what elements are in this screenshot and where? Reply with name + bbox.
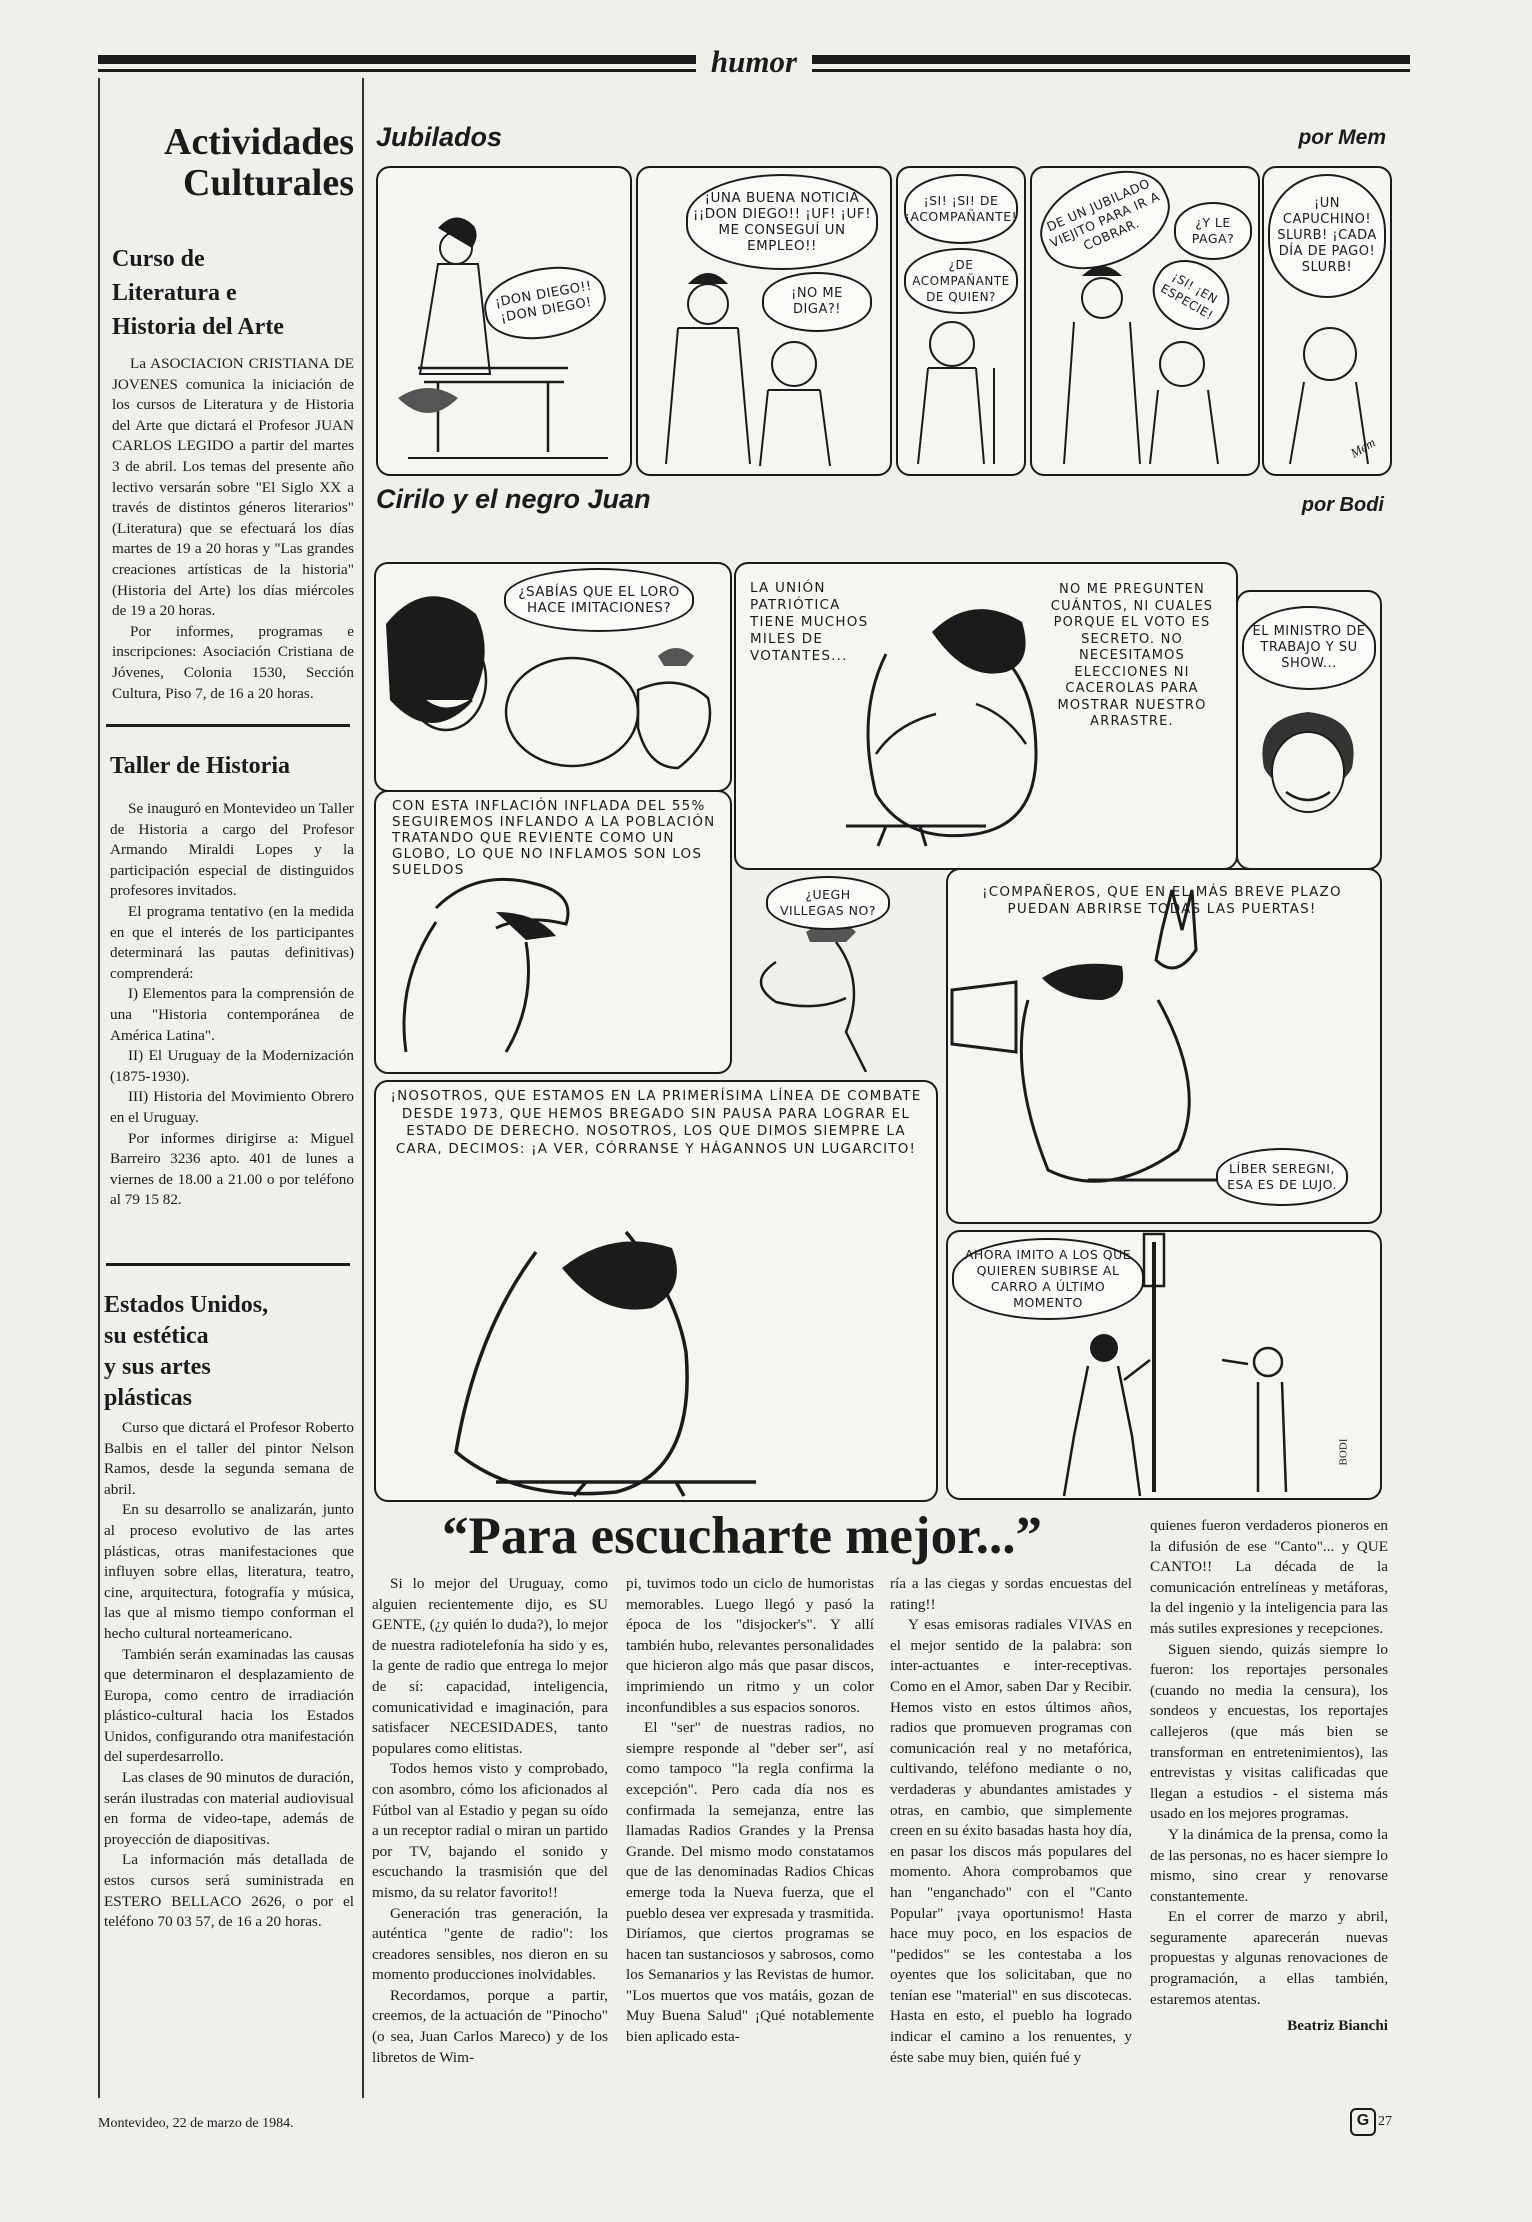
balloon: DE UN JUBILADO VIEJITO PARA IR A COBRAR. [1030, 166, 1184, 287]
caption: ¡COMPAÑEROS, QUE EN EL MÁS BREVE PLAZO PUEDAN ABRIRSE TODAS LAS PUERTAS! [982, 884, 1342, 917]
balloon: EL MINISTRO DE TRABAJO Y SU SHOW... [1242, 606, 1376, 690]
caption: NO ME PREGUNTEN CUÁNTOS, NI CUALES PORQUE EL VOTO ES SECRETO. NO NECESITAMOS ELECCIONES NI CACEROLAS PARA MOSTRAR NUESTRO ARRASTRE. [1050, 582, 1214, 729]
caption: ¡NOSOTROS, QUE ESTAMOS EN LA PRIMERÍSIMA LÍNEA DE COMBATE DESDE 1973, QUE HEMOS BREGADO SIN PAUSA PARA LOGRAR EL ESTADO DE DERECHO. NOSOTROS, LOS QUE DIMOS SIEMPRE LA CARA, DECIMOS: ¡A VER, CÓRRANSE Y HÁGANNOS UN LUGARCITO! [390, 1088, 922, 1157]
article-column-4: quienes fueron verdaderos pioneros en la difusión de ese "Canto"... y QUE CANTO!! La década de la comunicación entrelíneas y metáforas, la del ingenio y la inteligencia para las más sutiles expresiones y recepciones. Siguen siendo, quizás siempre lo fueron: los reportajes personales (cuando no media la censura), los sondeos y encuestas, los reportajes callejeros (que más bien se transforman en entretenimientos), las entrevistas y visitas calificadas que llegan a estudios - el sistema más usado en los mejores programas. Y la dinámica de la prensa, como la de las personas, no es hacer siempre lo mismo, sino crear y renovarse constantemente. En el correr de marzo y abril, seguramente aparecerán nuevas propuestas y algunas renovaciones de programación, a ellas también, estaremos atentas. Beatriz Bianchi [1150, 1516, 1388, 2037]
strip2-panel-4 [374, 790, 732, 1074]
divider [106, 724, 350, 727]
balloon: ¡SI! ¡EN ESPECIE! [1141, 247, 1242, 343]
item-body: Se inauguró en Montevideo un Taller de Historia a cargo del Profesor Armando Miraldi Lopes y la participación especial de distinguidos profesores invitados. El programa tentativo (en la medida en que el interés de los participantes determinará las pautas definitivas) comprenderá: I) Elementos para la comprensión de una "Historia contemporánea de América Latina". II) El Uruguay de la Modernización (1875-1930). III) Historia del Movimiento Obrero en el Uruguay. Por informes dirigirse a: Miguel Barreiro 3236 apto. 401 de lunes a viernes de 18.00 a 21.00 o por teléfono al 79 15 82. [110, 800, 354, 1209]
title-line-1: Actividades [164, 121, 354, 163]
divider [106, 1263, 350, 1266]
balloon: LÍBER SEREGNI, ESA ES DE LUJO. [1216, 1148, 1348, 1206]
footer-place-date: Montevideo, 22 de marzo de 1984. [98, 2116, 294, 2131]
item-body: Curso que dictará el Profesor Roberto Balbis en el taller del pintor Nelson Ramos, desde la segunda semana de abril. En su desarrollo se analizarán, junto al proceso evolutivo de las artes plásticas, otras manifestaciones que influyen sobre ellas, literatura, teatro, cine, arquitectura, fotografía y música, las que al mismo tiempo conforman el hecho cultural norteamericano. También serán examinadas las causas que determinaron el desplazamiento de Europa, como centro de irradiación plástico-cultural hacia los Estados Unidos, configurando otra manifestación del superdesarrollo. Las clases de 90 minutos de duración, serán ilustradas con material audiovisual en forma de video-tape, además de proyección de diapositivas. La información más detallada de estos cursos será suministrada en ESTERO BELLACO 2626, o por el teléfono 70 03 57, de 16 a 20 horas. [104, 1418, 354, 1931]
footer-page-number: 27 [1378, 2114, 1392, 2129]
strip1-panel-3 [896, 166, 1026, 476]
title-line-2: Culturales [183, 162, 354, 204]
strip2-panel-7 [374, 1080, 938, 1502]
balloon: ¡NO ME DIGA?! [762, 272, 872, 332]
column-divider [362, 78, 364, 2098]
strip2-panel-6 [946, 868, 1382, 1224]
article-column-3: ría a las ciegas y sordas encuestas del rating!! Y esas emisoras radiales VIVAS en el mejor sentido de la palabra: son inter-actuantes e inter-receptivas. Como en el Amor, saben Dar y Recibir. Hemos visto en estos últimos años, radios que promueven programas con comunicación real y no metafórica, cultivando, teléfono mediante o no, verdaderas y abundantes amistades y otras, en cambio, que simplemente creen en su éxito basadas hasta hoy día, en pasar los discos más populares del momento. Ahora comprobamos que han "enganchado" con el "Canto Popular" ¡vaya oportunismo! Hasta hace muy poco, en los espacios de "pedidos" se les contestaba a los oyentes que los solicitaban, que no tenían ese "material" en sus discotecas. Hasta en esto, el pueblo ha logrado indicar el camino a los renuentes, y éste sabe muy bien, quién fué y [890, 1575, 1132, 2066]
item-literatura [112, 242, 354, 704]
item-body: La ASOCIACION CRISTIANA DE JOVENES comunica la iniciación de los cursos de Literatura y de Historia del Arte que dictará el Profesor JUAN CARLOS LEGIDO a partir del martes 3 de abril. Los temas del presente año lectivo versarán sobre "El Siglo XX a través de distintos géneros literarios" (Literatura) que se efectuará los días martes de 19 a 20 horas y "Las grandes creaciones artísticas de la historia" (Historia del Arte) los días miércoles de 19 a 20 horas. Por informes, programas e inscripciones: Asociación Cristiana de Jóvenes, Colonia 1530, Sección Cultura, Piso 7, de 16 a 20 horas. [112, 355, 354, 702]
signature: Mem [1347, 434, 1378, 461]
balloon: ¿UEGH VILLEGAS NO? [766, 876, 890, 930]
strip2-author: por Bodi [1301, 494, 1384, 516]
balloon: ¡SI! ¡SI! DE ¡ACOMPAÑANTE! [904, 174, 1018, 244]
strip1-title: Jubilados [376, 122, 503, 152]
caption: CON ESTA INFLACIÓN INFLADA DEL 55% SEGUIREMOS INFLANDO A LA POBLACIÓN TRATANDO QUE REVIENTE COMO UN GLOBO, LO QUE NO INFLAMOS SON LOS SUELDOS [392, 798, 716, 878]
strip2-panel-3 [1236, 590, 1382, 870]
balloon: ¿SABÍAS QUE EL LORO HACE IMITACIONES? [504, 568, 694, 632]
article-column-2: pi, tuvimos todo un ciclo de humoristas memorables. Luego llegó y pasó la época de los "disjocker's". Y allí también hubo, relevantes personalidades que hicieron algo más que pasar discos, imprimiendo un ritmo y un color inconfundibles a sus espacios sonoros. El "ser" de nuestras radios, no siempre responde al "deber ser", así como tampoco "la regla confirma la excepción". Pero cada día nos es confirmada la semejanza, entre las llamadas Radios Grandes y la Prensa Grande. Del mismo modo constatamos que de las denominadas Radios Chicas emerge toda la Nueva fuerza, que el pueblo desea ver expresada y trasmitida. Diríamos, que ciertos programas se hacen tan sustanciosos y sabrosos, como los Semanarios y las Revistas de humor. "Los muertos que vos matáis, gozan de Muy Buena Salud" ¡Qué notablemente bien aplicado esta- [626, 1575, 874, 2046]
article-author: Beatriz Bianchi [1287, 2017, 1388, 2035]
signature: BODI [1337, 1438, 1350, 1466]
section-label: humor [696, 44, 812, 82]
caption: LA UNIÓN PATRIÓTICA TIENE MUCHOS MILES DE VOTANTES... [750, 580, 869, 664]
item-heading: Curso de Literatura e Historia del Arte [112, 246, 284, 340]
strip2-title: Cirilo y el negro Juan [376, 484, 651, 514]
strip1-panel-5 [1262, 166, 1392, 476]
strip2-panel-5 [734, 870, 948, 1074]
strip1-panel-2 [636, 166, 892, 476]
strip2-panel-8 [946, 1230, 1382, 1500]
balloon: ¿Y LE PAGA? [1174, 202, 1252, 260]
balloon: AHORA IMITO A LOS QUE QUIEREN SUBIRSE AL CARRO A ÚLTIMO MOMENTO [952, 1238, 1144, 1320]
item-heading: Estados Unidos, su estética y sus artes plásticas [104, 1291, 269, 1411]
strip1-panel-1 [376, 166, 632, 476]
strip2-panel-1 [374, 562, 732, 792]
article-column-1: Si lo mejor del Uruguay, como alguien recientemente dijo, es SU GENTE, (¿y quién lo duda?), lo mejor de nuestra radiotelefonía ha sido y es, la gente de radio que entrega lo mejor de sí: capacidad, inteligencia, comunicatividad e imaginación, para satisfacer NECESIDADES, tanto populares como elitistas. Todos hemos visto y comprobado, con asombro, cómo los aficionados al Fútbol van al Estadio y pegan su oído a un receptor radial o miran un partido por TV, bajando el sonido y escuchando la trasmisión que del mismo, da su relator favorito!! Generación tras generación, la auténtica "gente de radio": los creadores sensibles, nos dieron en su momento producciones inolvidables. Recordamos, porque a partir, creemos, de la actuación de "Pinocho" (o sea, Juan Carlos Mareco) y de los libretos de Wim- [372, 1575, 608, 2066]
strip1-author: por Mem [1298, 126, 1386, 149]
balloon: ¿DE ACOMPAÑANTE DE QUIEN? [904, 248, 1018, 314]
balloon: ¡DON DIEGO!! ¡DON DIEGO! [479, 258, 611, 348]
strip2-panel-2 [734, 562, 1238, 870]
item-estados-unidos [104, 1290, 354, 1933]
left-column [98, 122, 354, 1933]
balloon: ¡UN CAPUCHINO! SLURB! ¡CADA DÍA DE PAGO! SLURB! [1268, 174, 1386, 298]
item-taller [110, 749, 354, 1211]
footer-logo-icon: G [1350, 2108, 1376, 2136]
balloon: ¡UNA BUENA NOTICIA ¡¡DON DIEGO!! ¡UF! ¡UF! ME CONSEGUÍ UN EMPLEO!! [686, 174, 878, 270]
strip1-panel-4 [1030, 166, 1260, 476]
item-heading: Taller de Historia [110, 753, 290, 780]
article-title: “Para escucharte mejor...” [442, 1507, 1042, 1565]
section-title [98, 122, 354, 204]
